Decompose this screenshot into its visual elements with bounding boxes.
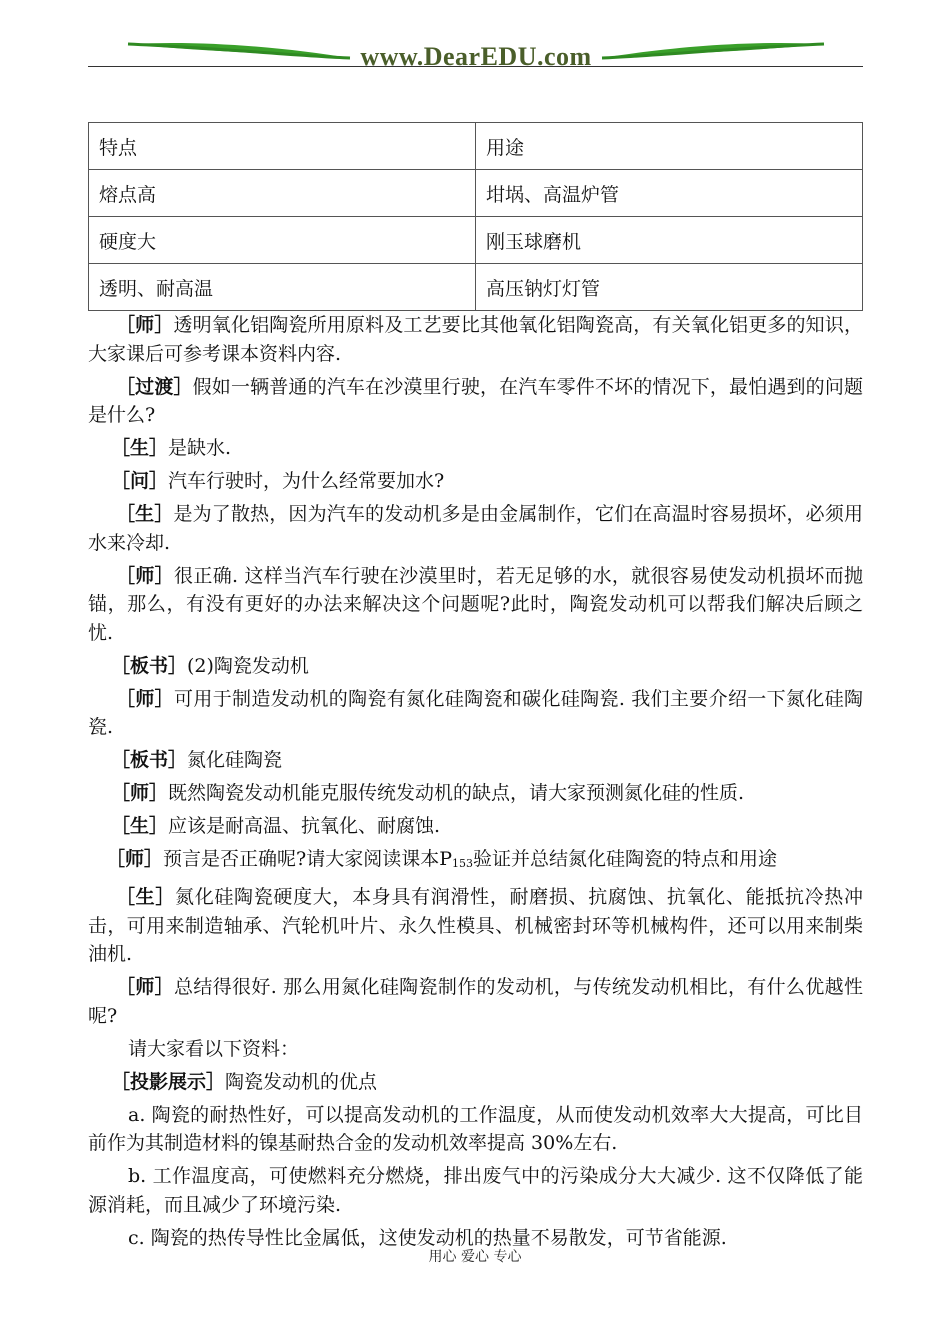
header-divider <box>88 66 863 67</box>
paragraph <box>88 467 863 496</box>
paragraph-text: 总结得很好. 那么用氮化硅陶瓷制作的发动机，与传统发动机相比，有什么优越性呢? <box>88 976 863 1027</box>
paragraph <box>88 845 863 879</box>
paragraph-text: 是为了散热，因为汽车的发动机多是由金属制作，它们在高温时容易损坏，必须用水来冷却. <box>88 503 863 554</box>
properties-table <box>88 122 863 311</box>
speaker-tag: ［生］ <box>116 503 174 525</box>
speaker-tag: ［生］ <box>111 437 169 459</box>
speaker-tag: ［师］ <box>116 564 175 587</box>
speaker-tag: ［生］ <box>116 886 176 908</box>
paragraph <box>88 1162 863 1219</box>
lesson-text <box>88 311 863 1257</box>
paragraph-text: 应该是耐高温、抗氧化、耐腐蚀. <box>168 815 441 837</box>
table-header-cell: 用途 <box>476 123 863 170</box>
paragraph-text: 透明氧化铝陶瓷所用原料及工艺要比其他氧化铝陶瓷高，有关氧化铝更多的知识，大家课后可参考课本资料内容. <box>88 314 863 365</box>
table-cell: 刚玉球磨机 <box>476 217 863 264</box>
speaker-tag: ［师］ <box>106 848 164 870</box>
table-cell: 高压钠灯灯管 <box>476 264 863 311</box>
paragraph-text: 很正确. 这样当汽车行驶在沙漠里时，若无足够的水，就很容易使发动机损坏而抛锚，那么，有没有更好的办法来解决这个问题呢?此时，陶瓷发动机可以帮我们解决后顾之忧. <box>88 564 863 644</box>
table-row <box>89 264 863 311</box>
paragraph <box>88 883 863 969</box>
table-cell: 透明、耐高温 <box>89 264 476 311</box>
paragraph <box>88 973 863 1030</box>
table-header-row <box>89 123 863 170</box>
paragraph <box>88 1068 863 1097</box>
paragraph <box>88 373 863 430</box>
site-header-logo <box>88 30 864 78</box>
speaker-tag: ［师］ <box>116 314 174 336</box>
page-footer: 用心 爱心 专心 <box>428 1249 522 1265</box>
paragraph-text: c. 陶瓷的热传导性比金属低，这使发动机的热量不易散发，可节省能源. <box>128 1226 727 1249</box>
paragraph-text: 假如一辆普通的汽车在沙漠里行驶，在汽车零件不坏的情况下，最怕遇到的问题是什么? <box>88 375 863 426</box>
paragraph-text: 是缺水. <box>168 437 232 459</box>
paragraph-text: 可用于制造发动机的陶瓷有氮化硅陶瓷和碳化硅陶瓷. 我们主要介绍一下氮化硅陶瓷. <box>88 687 863 738</box>
speaker-tag: ［师］ <box>111 782 169 804</box>
paragraph-text: 氮化硅陶瓷 <box>187 749 283 771</box>
paragraph <box>88 685 863 742</box>
paragraph <box>88 562 863 648</box>
speaker-tag: ［板书］ <box>111 654 188 677</box>
paragraph <box>88 434 863 463</box>
paragraph <box>88 1101 863 1158</box>
paragraph-text: 预言是否正确呢?请大家阅读课本P <box>163 848 452 870</box>
page-subscript: 153 <box>452 857 473 870</box>
table-header-cell: 特点 <box>89 123 476 170</box>
speaker-tag: ［投影展示］ <box>111 1070 226 1093</box>
paragraph <box>88 311 863 368</box>
paragraph-text: 验证并总结氮化硅陶瓷的特点和用途 <box>473 848 778 870</box>
speaker-tag: ［问］ <box>111 470 169 492</box>
paragraph-text: 请大家看以下资料： <box>128 1037 300 1060</box>
site-name: www.DearEDU.com <box>360 42 592 71</box>
paragraph <box>88 500 863 557</box>
table-row <box>89 217 863 264</box>
paragraph <box>88 746 863 775</box>
table-cell: 坩埚、高温炉管 <box>476 170 863 217</box>
paragraph-text: 氮化硅陶瓷硬度大，本身具有润滑性，耐磨损、抗腐蚀、抗氧化、能抵抗冷热冲击，可用来制造轴承、汽轮机叶片、永久性模具、机械密封环等机械构件，还可以用来制柴油机. <box>88 886 863 965</box>
speaker-tag: ［师］ <box>116 687 175 710</box>
table-row <box>89 170 863 217</box>
paragraph-text: 既然陶瓷发动机能克服传统发动机的缺点，请大家预测氮化硅的性质. <box>168 782 745 804</box>
speaker-tag: ［板书］ <box>111 749 188 771</box>
paragraph <box>88 779 863 808</box>
paragraph-text: a. 陶瓷的耐热性好，可以提高发动机的工作温度，从而使发动机效率大大提高，可比目前作为其制造材料的镍基耐热合金的发动机效率提高 30%左右. <box>88 1103 863 1154</box>
paragraph <box>88 1035 863 1064</box>
paragraph-text: 汽车行驶时，为什么经常要加水? <box>168 470 445 492</box>
paragraph <box>88 652 863 681</box>
paragraph-text: b. 工作温度高，可使燃料充分燃烧，排出废气中的污染成分大大减少. 这不仅降低了能源消耗，而且减少了环境污染. <box>88 1165 863 1216</box>
paragraph <box>88 812 863 841</box>
paragraph-text: 陶瓷发动机的优点 <box>225 1070 378 1093</box>
speaker-tag: ［生］ <box>111 815 169 837</box>
table-cell: 熔点高 <box>89 170 476 217</box>
paragraph-text: (2)陶瓷发动机 <box>187 654 309 677</box>
table-cell: 硬度大 <box>89 217 476 264</box>
speaker-tag: ［过渡］ <box>116 375 193 398</box>
speaker-tag: ［师］ <box>116 976 175 998</box>
